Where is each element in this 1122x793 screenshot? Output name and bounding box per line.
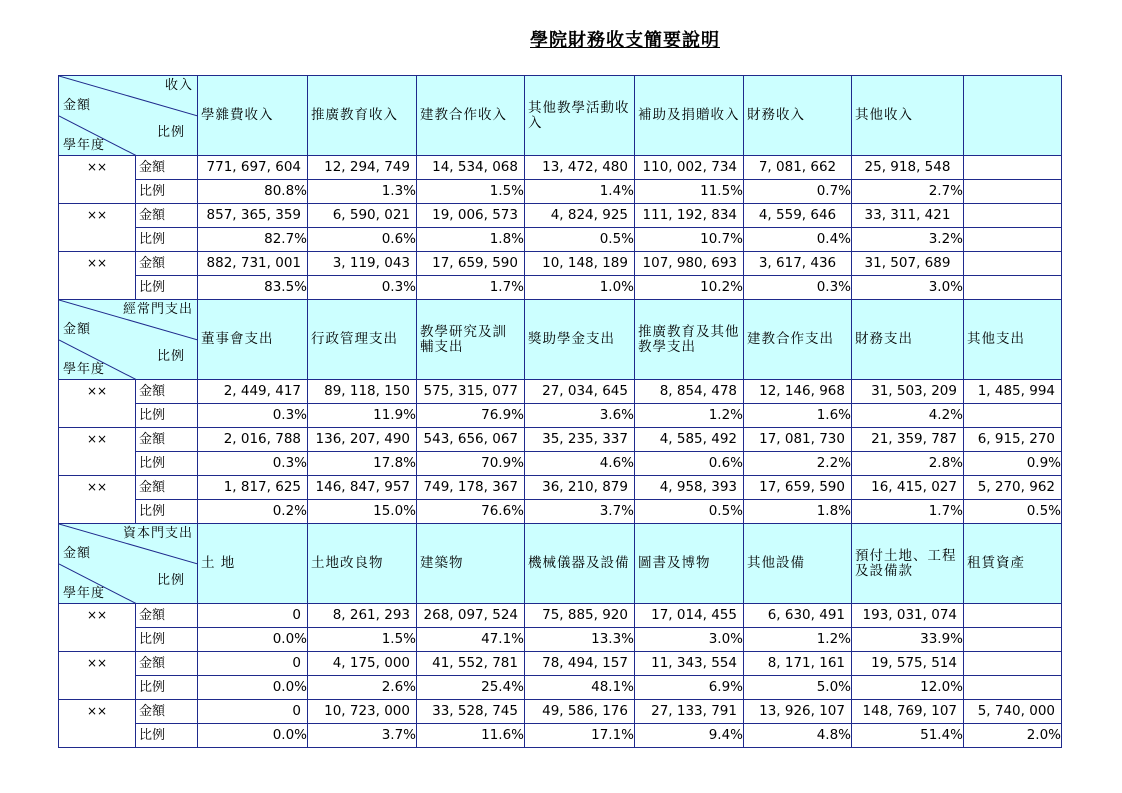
- amount-cell: 31, 507, 689: [852, 252, 964, 276]
- column-header: 董事會支出: [198, 300, 308, 380]
- amount-cell: 10, 723, 000: [308, 700, 417, 724]
- ratio-cell: 48.1%: [525, 676, 635, 700]
- ratio-cell: 1.3%: [308, 180, 417, 204]
- amount-cell: 17, 659, 590: [417, 252, 525, 276]
- ratio-cell: 0.3%: [308, 276, 417, 300]
- amount-cell: 8, 261, 293: [308, 604, 417, 628]
- finance-table: [58, 75, 1062, 748]
- corner-header: [59, 76, 198, 156]
- ratio-cell: 11.5%: [635, 180, 744, 204]
- amount-cell: 8, 171, 161: [744, 652, 852, 676]
- ratio-cell: [964, 676, 1062, 700]
- ratio-cell: 3.7%: [525, 500, 635, 524]
- amount-cell: 268, 097, 524: [417, 604, 525, 628]
- amount-cell: 543, 656, 067: [417, 428, 525, 452]
- ratio-cell: 9.4%: [635, 724, 744, 748]
- ratio-cell: 1.0%: [525, 276, 635, 300]
- amount-cell: 49, 586, 176: [525, 700, 635, 724]
- amount-cell: 882, 731, 001: [198, 252, 308, 276]
- amount-row: [59, 700, 1062, 724]
- amount-cell: 111, 192, 834: [635, 204, 744, 228]
- column-header: 教學研究及訓輔支出: [417, 300, 525, 380]
- amount-cell: 12, 146, 968: [744, 380, 852, 404]
- ratio-row: [59, 724, 1062, 748]
- amount-cell: 6, 915, 270: [964, 428, 1062, 452]
- ratio-cell: 4.6%: [525, 452, 635, 476]
- amount-cell: 5, 270, 962: [964, 476, 1062, 500]
- section-name: 資本門支出: [122, 526, 193, 541]
- ratio-cell: [964, 228, 1062, 252]
- amount-cell: 27, 034, 645: [525, 380, 635, 404]
- column-header: 行政管理支出: [308, 300, 417, 380]
- amount-cell: 4, 585, 492: [635, 428, 744, 452]
- ratio-cell: 83.5%: [198, 276, 308, 300]
- ratio-row: [59, 180, 1062, 204]
- amount-cell: 2, 016, 788: [198, 428, 308, 452]
- ratio-cell: 0.6%: [635, 452, 744, 476]
- ratio-cell: 33.9%: [852, 628, 964, 652]
- ratio-label: 比例: [156, 573, 185, 588]
- amount-label: 金額: [63, 546, 92, 561]
- amount-cell: 771, 697, 604: [198, 156, 308, 180]
- ratio-cell: 1.7%: [417, 276, 525, 300]
- amount-label: 金額: [63, 98, 92, 113]
- ratio-row: [59, 628, 1062, 652]
- amount-cell: 107, 980, 693: [635, 252, 744, 276]
- amount-cell: 7, 081, 662: [744, 156, 852, 180]
- amount-label: 金額: [63, 322, 92, 337]
- column-header: 建築物: [417, 524, 525, 604]
- column-header: 獎助學金支出: [525, 300, 635, 380]
- amount-cell: 10, 148, 189: [525, 252, 635, 276]
- column-header: 建教合作收入: [417, 76, 525, 156]
- section-name: 收入: [164, 78, 193, 93]
- ratio-cell: 1.2%: [744, 628, 852, 652]
- ratio-cell: 0.3%: [198, 404, 308, 428]
- ratio-row-label: 比例: [136, 500, 198, 524]
- ratio-cell: 2.6%: [308, 676, 417, 700]
- amount-cell: 3, 617, 436: [744, 252, 852, 276]
- amount-cell: 749, 178, 367: [417, 476, 525, 500]
- ratio-cell: 0.6%: [308, 228, 417, 252]
- amount-cell: 31, 503, 209: [852, 380, 964, 404]
- ratio-row-label: 比例: [136, 676, 198, 700]
- amount-cell: 13, 472, 480: [525, 156, 635, 180]
- amount-cell: 110, 002, 734: [635, 156, 744, 180]
- amount-cell: 3, 119, 043: [308, 252, 417, 276]
- amount-cell: 21, 359, 787: [852, 428, 964, 452]
- year-cell: ××: [59, 428, 136, 476]
- corner-header: [59, 524, 198, 604]
- ratio-row: [59, 500, 1062, 524]
- page-title: 學院財務收支簡要說明: [530, 30, 720, 51]
- ratio-cell: 11.6%: [417, 724, 525, 748]
- column-header: 土 地: [198, 524, 308, 604]
- year-label: 學年度: [63, 586, 106, 601]
- year-cell: ××: [59, 476, 136, 524]
- amount-row: [59, 380, 1062, 404]
- amount-cell: 33, 528, 745: [417, 700, 525, 724]
- amount-cell: 1, 485, 994: [964, 380, 1062, 404]
- amount-cell: 11, 343, 554: [635, 652, 744, 676]
- ratio-cell: 0.0%: [198, 724, 308, 748]
- amount-cell: 17, 659, 590: [744, 476, 852, 500]
- amount-row: [59, 652, 1062, 676]
- ratio-cell: 1.2%: [635, 404, 744, 428]
- ratio-cell: 51.4%: [852, 724, 964, 748]
- amount-row-label: 金額: [136, 204, 198, 228]
- column-header: 推廣教育及其他教學支出: [635, 300, 744, 380]
- ratio-cell: 3.0%: [635, 628, 744, 652]
- amount-cell: 78, 494, 157: [525, 652, 635, 676]
- ratio-row-label: 比例: [136, 628, 198, 652]
- amount-cell: 4, 175, 000: [308, 652, 417, 676]
- ratio-row: [59, 452, 1062, 476]
- amount-row-label: 金額: [136, 252, 198, 276]
- ratio-label: 比例: [156, 125, 185, 140]
- ratio-cell: 82.7%: [198, 228, 308, 252]
- column-header: 建教合作支出: [744, 300, 852, 380]
- amount-row: [59, 204, 1062, 228]
- column-header: 其他收入: [852, 76, 964, 156]
- ratio-cell: 10.7%: [635, 228, 744, 252]
- column-header: 其他設備: [744, 524, 852, 604]
- amount-cell: 13, 926, 107: [744, 700, 852, 724]
- amount-row-label: 金額: [136, 604, 198, 628]
- ratio-cell: 0.7%: [744, 180, 852, 204]
- ratio-row-label: 比例: [136, 228, 198, 252]
- amount-cell: 136, 207, 490: [308, 428, 417, 452]
- ratio-cell: 17.8%: [308, 452, 417, 476]
- ratio-cell: 4.2%: [852, 404, 964, 428]
- amount-cell: 0: [198, 700, 308, 724]
- section-header-row: [59, 300, 1062, 380]
- amount-cell: 19, 006, 573: [417, 204, 525, 228]
- ratio-cell: 1.4%: [525, 180, 635, 204]
- amount-cell: 41, 552, 781: [417, 652, 525, 676]
- ratio-row: [59, 404, 1062, 428]
- amount-row-label: 金額: [136, 380, 198, 404]
- ratio-cell: 47.1%: [417, 628, 525, 652]
- year-cell: ××: [59, 204, 136, 252]
- year-cell: ××: [59, 604, 136, 652]
- ratio-cell: 1.8%: [744, 500, 852, 524]
- amount-cell: [964, 252, 1062, 276]
- ratio-cell: 5.0%: [744, 676, 852, 700]
- amount-row-label: 金額: [136, 428, 198, 452]
- ratio-cell: 80.8%: [198, 180, 308, 204]
- amount-cell: 146, 847, 957: [308, 476, 417, 500]
- ratio-cell: 15.0%: [308, 500, 417, 524]
- section-header-row: [59, 76, 1062, 156]
- amount-cell: 4, 958, 393: [635, 476, 744, 500]
- ratio-cell: 12.0%: [852, 676, 964, 700]
- column-header: 土地改良物: [308, 524, 417, 604]
- amount-row: [59, 428, 1062, 452]
- amount-cell: 19, 575, 514: [852, 652, 964, 676]
- amount-row: [59, 156, 1062, 180]
- ratio-cell: 3.0%: [852, 276, 964, 300]
- ratio-row: [59, 276, 1062, 300]
- ratio-cell: 1.5%: [308, 628, 417, 652]
- amount-cell: 36, 210, 879: [525, 476, 635, 500]
- amount-cell: 2, 449, 417: [198, 380, 308, 404]
- ratio-cell: 0.0%: [198, 628, 308, 652]
- amount-row-label: 金額: [136, 156, 198, 180]
- ratio-cell: 1.5%: [417, 180, 525, 204]
- ratio-cell: 0.3%: [744, 276, 852, 300]
- amount-cell: 575, 315, 077: [417, 380, 525, 404]
- ratio-cell: 0.9%: [964, 452, 1062, 476]
- amount-cell: [964, 604, 1062, 628]
- ratio-cell: 76.6%: [417, 500, 525, 524]
- amount-cell: 5, 740, 000: [964, 700, 1062, 724]
- ratio-cell: 0.2%: [198, 500, 308, 524]
- ratio-cell: 2.8%: [852, 452, 964, 476]
- amount-cell: 193, 031, 074: [852, 604, 964, 628]
- amount-cell: 35, 235, 337: [525, 428, 635, 452]
- column-header: 其他教學活動收入: [525, 76, 635, 156]
- ratio-cell: 76.9%: [417, 404, 525, 428]
- ratio-cell: 1.7%: [852, 500, 964, 524]
- amount-cell: 4, 559, 646: [744, 204, 852, 228]
- amount-cell: 25, 918, 548: [852, 156, 964, 180]
- ratio-cell: 3.7%: [308, 724, 417, 748]
- ratio-cell: 6.9%: [635, 676, 744, 700]
- ratio-row-label: 比例: [136, 452, 198, 476]
- column-header: 其他支出: [964, 300, 1062, 380]
- ratio-cell: 11.9%: [308, 404, 417, 428]
- year-cell: ××: [59, 380, 136, 428]
- section-name: 經常門支出: [122, 302, 193, 317]
- ratio-cell: 0.0%: [198, 676, 308, 700]
- amount-row-label: 金額: [136, 652, 198, 676]
- amount-cell: [964, 156, 1062, 180]
- year-cell: ××: [59, 700, 136, 748]
- amount-cell: 6, 630, 491: [744, 604, 852, 628]
- column-header: 財務支出: [852, 300, 964, 380]
- ratio-cell: 0.5%: [635, 500, 744, 524]
- amount-cell: 14, 534, 068: [417, 156, 525, 180]
- ratio-cell: 17.1%: [525, 724, 635, 748]
- ratio-cell: 2.7%: [852, 180, 964, 204]
- amount-cell: [964, 652, 1062, 676]
- column-header: 圖書及博物: [635, 524, 744, 604]
- ratio-cell: 3.6%: [525, 404, 635, 428]
- amount-cell: 4, 824, 925: [525, 204, 635, 228]
- column-header: [964, 76, 1062, 156]
- amount-cell: 16, 415, 027: [852, 476, 964, 500]
- amount-cell: 89, 118, 150: [308, 380, 417, 404]
- ratio-label: 比例: [156, 349, 185, 364]
- ratio-cell: 1.6%: [744, 404, 852, 428]
- amount-cell: 33, 311, 421: [852, 204, 964, 228]
- ratio-cell: 0.5%: [964, 500, 1062, 524]
- column-header: 財務收入: [744, 76, 852, 156]
- column-header: 機械儀器及設備: [525, 524, 635, 604]
- amount-cell: 75, 885, 920: [525, 604, 635, 628]
- ratio-cell: 1.8%: [417, 228, 525, 252]
- year-label: 學年度: [63, 362, 106, 377]
- ratio-cell: [964, 628, 1062, 652]
- column-header: 補助及捐贈收入: [635, 76, 744, 156]
- amount-cell: 17, 014, 455: [635, 604, 744, 628]
- amount-cell: 17, 081, 730: [744, 428, 852, 452]
- year-cell: ××: [59, 252, 136, 300]
- amount-row-label: 金額: [136, 476, 198, 500]
- year-label: 學年度: [63, 138, 106, 153]
- ratio-row: [59, 676, 1062, 700]
- ratio-cell: 2.0%: [964, 724, 1062, 748]
- ratio-cell: 0.5%: [525, 228, 635, 252]
- amount-cell: [964, 204, 1062, 228]
- year-cell: ××: [59, 156, 136, 204]
- amount-row-label: 金額: [136, 700, 198, 724]
- corner-header: [59, 300, 198, 380]
- section-header-row: [59, 524, 1062, 604]
- ratio-row-label: 比例: [136, 724, 198, 748]
- column-header: 租賃資產: [964, 524, 1062, 604]
- ratio-cell: 0.3%: [198, 452, 308, 476]
- column-header: 學雜費收入: [198, 76, 308, 156]
- year-cell: ××: [59, 652, 136, 700]
- ratio-cell: 2.2%: [744, 452, 852, 476]
- ratio-cell: [964, 276, 1062, 300]
- column-header: 推廣教育收入: [308, 76, 417, 156]
- ratio-row-label: 比例: [136, 404, 198, 428]
- amount-cell: 0: [198, 652, 308, 676]
- ratio-row-label: 比例: [136, 180, 198, 204]
- amount-cell: 148, 769, 107: [852, 700, 964, 724]
- ratio-cell: 13.3%: [525, 628, 635, 652]
- amount-cell: 1, 817, 625: [198, 476, 308, 500]
- ratio-cell: 25.4%: [417, 676, 525, 700]
- ratio-cell: [964, 180, 1062, 204]
- amount-cell: 12, 294, 749: [308, 156, 417, 180]
- ratio-row: [59, 228, 1062, 252]
- amount-cell: 8, 854, 478: [635, 380, 744, 404]
- ratio-row-label: 比例: [136, 276, 198, 300]
- ratio-cell: 0.4%: [744, 228, 852, 252]
- amount-cell: 857, 365, 359: [198, 204, 308, 228]
- ratio-cell: 4.8%: [744, 724, 852, 748]
- ratio-cell: 70.9%: [417, 452, 525, 476]
- ratio-cell: 10.2%: [635, 276, 744, 300]
- amount-row: [59, 604, 1062, 628]
- amount-cell: 6, 590, 021: [308, 204, 417, 228]
- amount-cell: 27, 133, 791: [635, 700, 744, 724]
- ratio-cell: [964, 404, 1062, 428]
- ratio-cell: 3.2%: [852, 228, 964, 252]
- column-header: 預付土地、工程及設備款: [852, 524, 964, 604]
- amount-row: [59, 476, 1062, 500]
- amount-cell: 0: [198, 604, 308, 628]
- amount-row: [59, 252, 1062, 276]
